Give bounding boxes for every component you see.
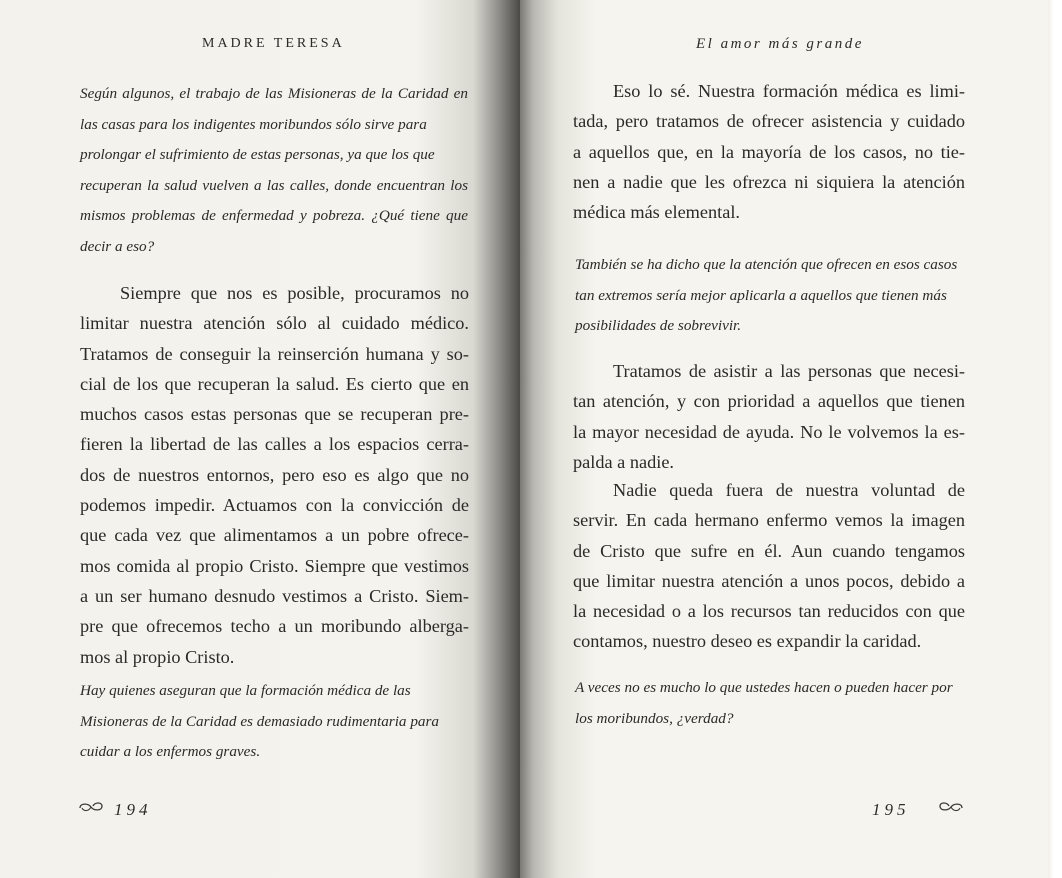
text-line: a aquellos que, en la mayoría de los casos, no tie-	[573, 141, 965, 162]
folio-ornament-icon	[938, 800, 964, 814]
text-line: nen a nadie que les ofrezca ni siquiera la atención	[573, 171, 965, 192]
text-line: tan extremos sería mejor aplicarla a aquellos que tienen más	[575, 286, 947, 304]
text-line: servir. En cada hermano enfermo vemos la imagen	[573, 510, 965, 531]
text-line: Eso lo sé. Nuestra formación médica es limi-	[613, 81, 965, 101]
text-line: tada, pero tratamos de ofrecer asistencia y cuidado	[573, 111, 965, 132]
left-page	[0, 0, 520, 878]
question-2	[80, 676, 468, 768]
text-line: Según algunos, el trabajo de las Misioneras de la Caridad en	[80, 85, 468, 102]
text-line: de Cristo que sufre en él. Aun cuando tengamos	[573, 540, 965, 561]
text-line: decir a eso?	[80, 237, 155, 255]
text-line: prolongar el sufrimiento de estas personas, ya que los que	[80, 146, 435, 163]
text-line: Tratamos de conseguir la reinserción humana y so-	[80, 343, 469, 364]
question-4	[575, 673, 967, 734]
text-line: Misioneras de la Caridad es demasiado rudimentaria para	[80, 712, 440, 730]
right-page	[520, 0, 1062, 878]
text-line: Tratamos de asistir a las personas que necesi-	[613, 361, 965, 381]
text-line: recuperan la salud vuelven a las calles, donde encuentran los	[80, 176, 468, 194]
text-line: dos de nuestros entornos, pero eso es algo que no	[80, 464, 469, 485]
text-line: Nadie queda fuera de nuestra voluntad de	[613, 480, 965, 500]
running-head-left: MADRE TERESA	[202, 36, 345, 51]
text-line: tan atención, y con prioridad a aquellos que tienen	[573, 391, 965, 412]
text-line: posibilidades de sobrevivir.	[575, 317, 742, 334]
text-line: fieren la libertad de las calles a los espacios cerra-	[80, 434, 469, 455]
text-line: que cada vez que alimentamos a un pobre ofrece-	[80, 525, 469, 546]
text-line: cial de los que recuperan la salud. Es cierto que en	[80, 373, 469, 394]
text-line: las casas para los indigentes moribundos sólo sirve para	[80, 115, 427, 133]
page-number-left: 194	[114, 800, 152, 819]
text-line: la necesidad o a los recursos tan reducidos con que	[573, 601, 965, 622]
text-line: mos al propio Cristo.	[80, 646, 235, 667]
text-line: mismos problemas de enfermedad y pobreza. ¿Qué tiene que	[80, 207, 468, 224]
text-line: muchos casos estas personas que se recuperan pre-	[80, 404, 469, 425]
question-3	[575, 250, 967, 342]
text-line: palda a nadie.	[573, 451, 675, 472]
text-line: contamos, nuestro deseo es expandir la caridad.	[573, 631, 922, 652]
text-line: A veces no es mucho lo que ustedes hacen o pueden hacer por	[575, 679, 953, 696]
text-line: Hay quienes aseguran que la formación médica de las	[80, 682, 411, 699]
answer-3b	[573, 475, 965, 657]
text-line: a un ser humano desnudo vestimos a Cristo. Siem-	[80, 585, 469, 606]
page-number-right: 195	[872, 800, 910, 819]
text-line: los moribundos, ¿verdad?	[575, 709, 734, 727]
answer-1	[80, 278, 469, 672]
text-line: Siempre que nos es posible, procuramos no	[120, 283, 469, 303]
text-line: mos comida al propio Cristo. Siempre que vestimos	[80, 555, 469, 576]
text-line: limitar nuestra atención sólo al cuidado médico.	[80, 313, 469, 334]
running-head-right: El amor más grande	[696, 36, 864, 52]
text-line: podemos impedir. Actuamos con la convicción de	[80, 495, 469, 516]
text-line: También se ha dicho que la atención que ofrecen en esos casos	[575, 256, 958, 273]
answer-2	[573, 76, 965, 227]
question-1	[80, 79, 468, 262]
folio-ornament-icon	[78, 800, 104, 814]
text-line: que limitar nuestra atención a unos pocos, debido a	[573, 570, 965, 591]
text-line: pre que ofrecemos techo a un moribundo alberga-	[80, 616, 469, 637]
answer-3a	[573, 356, 965, 477]
text-line: la mayor necesidad de ayuda. No le volvemos la es-	[573, 421, 965, 442]
text-line: cuidar a los enfermos graves.	[80, 743, 261, 760]
text-line: médica más elemental.	[573, 202, 740, 223]
